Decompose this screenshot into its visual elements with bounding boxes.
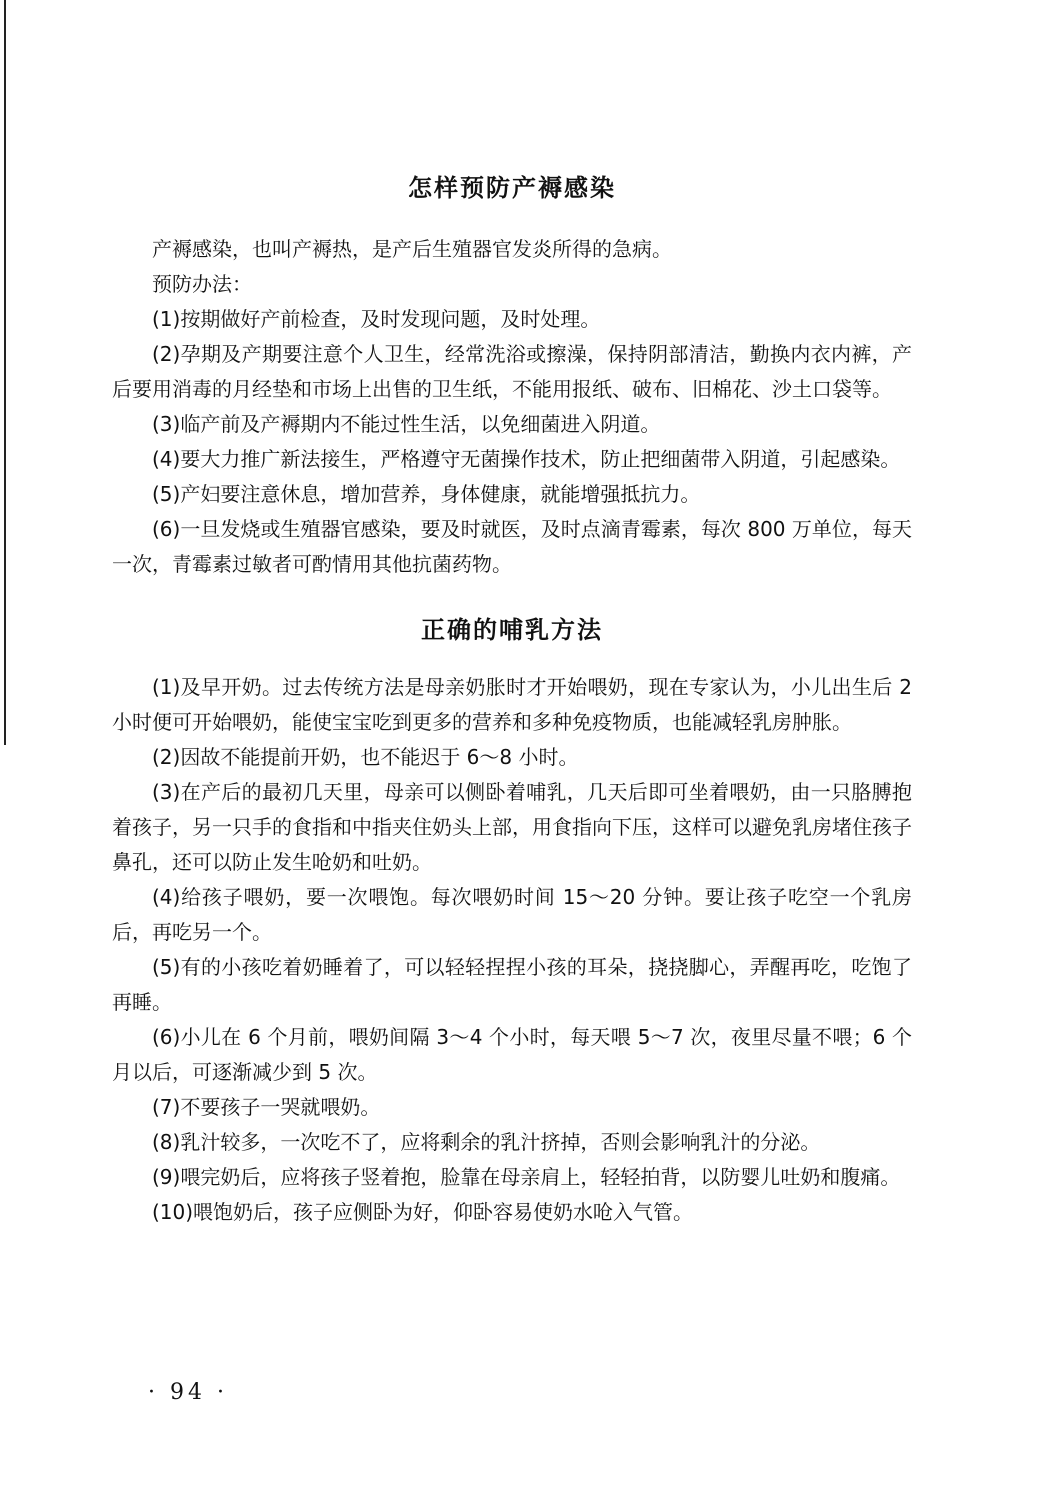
page-number: · 94 · — [148, 1380, 228, 1405]
paragraph: (3)在产后的最初几天里，母亲可以侧卧着哺乳，几天后即可坐着喂奶，由一只胳膊抱着孩子，另一只手的食指和中指夹住奶头上部，用食指向下压，这样可以避免乳房堵住孩子鼻孔，还可以防止发生呛奶和吐奶。 — [112, 780, 912, 874]
paragraph: (6)小儿在 6 个月前，喂奶间隔 3～4 个小时，每天喂 5～7 次，夜里尽量不喂；6 个月以后，可逐渐减少到 5 次。 — [112, 1025, 912, 1084]
paragraph: (9)喂完奶后，应将孩子竖着抱，脸靠在母亲肩上，轻轻拍背，以防婴儿吐奶和腹痛。 — [152, 1165, 901, 1189]
paragraph: (5)有的小孩吃着奶睡着了，可以轻轻捏捏小孩的耳朵，挠挠脚心，弄醒再吃，吃饱了再睡。 — [112, 955, 912, 1014]
paragraph: (10)喂饱奶后，孩子应侧卧为好，仰卧容易使奶水呛入气管。 — [152, 1200, 694, 1224]
paragraph: (2)因故不能提前开奶，也不能迟于 6～8 小时。 — [152, 745, 579, 769]
paragraph: (5)产妇要注意休息，增加营养，身体健康，就能增强抵抗力。 — [152, 482, 701, 506]
paragraph: (7)不要孩子一哭就喂奶。 — [152, 1095, 381, 1119]
scan-edge-line — [4, 0, 6, 745]
paragraph: (3)临产前及产褥期内不能过性生活，以免细菌进入阴道。 — [152, 412, 661, 436]
paragraph: (8)乳汁较多，一次吃不了，应将剩余的乳汁挤掉，否则会影响乳汁的分泌。 — [152, 1130, 821, 1154]
section-postpartum-infection — [112, 168, 912, 582]
paragraph: (4)给孩子喂奶，要一次喂饱。每次喂奶时间 15～20 分钟。要让孩子吃空一个乳房后，再吃另一个。 — [112, 885, 912, 944]
section-title: 正确的哺乳方法 — [421, 616, 603, 644]
paragraph: 产褥感染，也叫产褥热，是产后生殖器官发炎所得的急病。 — [152, 237, 672, 261]
paragraph: (4)要大力推广新法接生，严格遵守无菌操作技术，防止把细菌带入阴道，引起感染。 — [152, 447, 901, 471]
paragraph: (2)孕期及产期要注意个人卫生，经常洗浴或擦澡，保持阴部清洁，勤换内衣内裤，产后要用消毒的月经垫和市场上出售的卫生纸，不能用报纸、破布、旧棉花、沙土口袋等。 — [112, 342, 912, 401]
paragraph: (6)一旦发烧或生殖器官感染，要及时就医，及时点滴青霉素，每次 800 万单位，每天一次，青霉素过敏者可酌情用其他抗菌药物。 — [112, 517, 912, 576]
document-page — [112, 168, 912, 1230]
paragraph: (1)按期做好产前检查，及时发现问题，及时处理。 — [152, 307, 601, 331]
paragraph: 预防办法： — [152, 272, 252, 296]
paragraph: (1)及早开奶。过去传统方法是母亲奶胀时才开始喂奶，现在专家认为，小儿出生后 2 小时便可开始喂奶，能使宝宝吃到更多的营养和多种免疫物质，也能减轻乳房肿胀。 — [112, 675, 912, 734]
section-title: 怎样预防产褥感染 — [408, 174, 616, 202]
section-breastfeeding — [112, 610, 912, 1230]
